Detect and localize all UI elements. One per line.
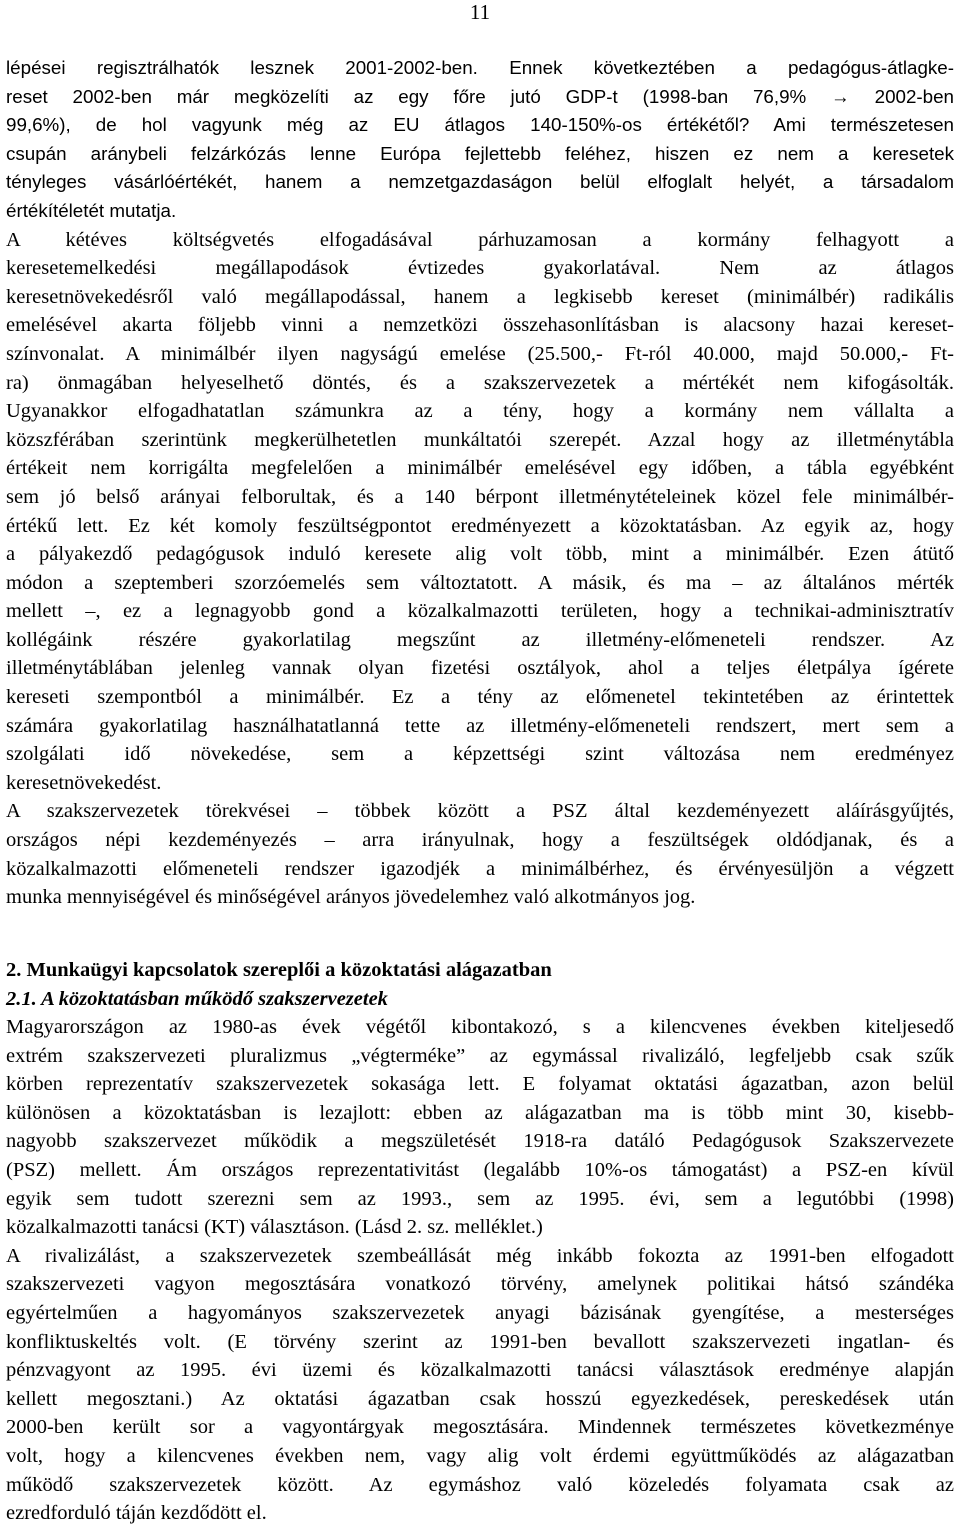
- text-line: a pályakezdő pedagógusok induló keresete alig volt több, mint a minimálbér. Ezen átütő: [6, 543, 954, 566]
- text-line: országos népi kezdeményezés – arra irányulnak, hogy a feszültségek oldódjanak, és a: [6, 829, 954, 852]
- text-line: konfliktuskeltés volt. (E törvény szerint az 1991-ben bevallott szakszervezeti ingatlan- és: [6, 1330, 954, 1353]
- text-line: A rivalizálást, a szakszervezetek szembeállását még inkább fokozta az 1991-ben elfogadott: [6, 1244, 954, 1267]
- text-line: tényleges vásárlóértékét, hanem a nemzetgazdaságon belül elfoglalt helyét, a társadalom: [6, 171, 954, 193]
- text-line: különösen a közoktatásban is lezajlott: ebben az alágazatban ma is több mint 30, kisebb-: [6, 1101, 954, 1124]
- text-line: számára gyakorlatilag használhatatlanná tette az illetmény-előmeneteli rendszert, mert sem a: [6, 714, 954, 737]
- text-line: 2000-ben került sor a vagyontárgyak megosztására. Mindennek természetes következménye: [6, 1416, 954, 1439]
- text-line: Magyarországon az 1980-as évek végétől kibontakozó, s a kilencvenes években kiteljesedő: [6, 1016, 954, 1038]
- text-line: egyik sem tudott szerezni sem az 1993., sem az 1995. évi, sem a legutóbbi (1998): [6, 1187, 954, 1210]
- text-line: A szakszervezetek törekvései – többek között a PSZ által kezdeményezett aláírásgyűjtés,: [6, 800, 954, 823]
- text-line: pénzvagyont az 1995. évi üzemi és közalkalmazotti tanácsi választások eredménye alapján: [6, 1359, 954, 1382]
- text-line: Ugyanakkor elfogadhatatlan számunkra az a tény, hogy a kormány nem vállalta a: [6, 400, 954, 423]
- body-text-block-2: [6, 1013, 954, 1528]
- text-line: illetménytáblában jelenleg vannak olyan fizetési osztályok, ahol a teljes életpálya ígérete: [6, 657, 954, 680]
- text-line: lépései regisztrálhatók lesznek 2001-2002-ben. Ennek következtében a pedagógus-átlagke-: [6, 57, 954, 78]
- text-line: közalkalmazotti tanácsi (KT) választáson. (Lásd 2. sz. melléklet.): [6, 1216, 543, 1239]
- text-line: sem jó belső arányai felborultak, és a 140 bérpont illetménytételeinek közel fele minimálbér-: [6, 485, 954, 508]
- text-line: extrém szakszervezeti pluralizmus „végterméke” az egymással rivalizáló, legfeljebb csak szűk: [6, 1044, 954, 1067]
- text-line: csupán aránybeli felzárkózás lenne Európa fejlettebb feléhez, hiszen ez nem a keresetek: [6, 142, 954, 164]
- text-line: színvonalat. A minimálbér ilyen nagyságú emelése (25.500,- Ft-ról 40.000, majd 50.000,- Ft-: [6, 342, 954, 365]
- section-heading-block: [6, 956, 954, 1013]
- text-line: (PSZ) mellett. Ám országos reprezentativitást (legalább 10%-os támogatást) a PSZ-en kívül: [6, 1158, 954, 1181]
- section-subheading: 2.1. A közoktatásban működő szakszervezetek: [6, 987, 388, 1010]
- text-line: emelésével akarta följebb vinni a nemzetközi összehasonlításban is alacsony hazai kereset-: [6, 314, 954, 337]
- text-line: kellett megosztani.) Az oktatási ágazatban csak hosszú egyezkedések, pereskedések után: [6, 1387, 954, 1410]
- text-line: közalkalmazotti előmeneteli rendszer igazodjék a minimálbérhez, és érvényesüljön a végzett: [6, 857, 954, 880]
- text-line: volt, hogy a kilencvenes években nem, vagy alig volt érdemi együttműködés az alágazatban: [6, 1444, 954, 1467]
- body-text-block-1: [6, 54, 954, 912]
- page-number: 11: [469, 0, 491, 24]
- text-line: szolgálati idő növekedése, sem a képzettségi szint változása nem eredményez: [6, 743, 954, 766]
- text-line: keresetnövekedést.: [6, 771, 162, 794]
- text-line: nagyobb szakszervezet működik a megszületését 1918-ra datáló Pedagógusok Szakszervezete: [6, 1130, 954, 1153]
- text-line: szakszervezeti vagyon megosztására vonatkozó törvény, amelynek politikai hátsó szándéka: [6, 1273, 954, 1296]
- text-line: közszférában szerintünk megkerülhetetlen munkáltatói szerepét. Azzal hogy az illetménytábla: [6, 428, 954, 451]
- text-line: keresetnövekedésről való megállapodással, hanem a legkisebb kereset (minimálbér) radikális: [6, 285, 954, 308]
- section-heading: 2. Munkaügyi kapcsolatok szereplői a közoktatási alágazatban: [6, 959, 552, 981]
- text-line: értékeit nem korrigálta megfelelően a minimálbér emelésével egy időben, a tábla egyébként: [6, 457, 954, 480]
- text-line: munka mennyiségével és minőségével arányos jövedelemhez való alkotmányos jog.: [6, 886, 696, 909]
- text-line: értékű lett. Ez két komoly feszültségpontot eredményezett a közoktatásban. Az egyik az, hogy: [6, 514, 954, 537]
- text-line: reset 2002-ben már megközelíti az egy főre jutó GDP-t (1998-ban 76,9% → 2002-ben: [6, 85, 954, 107]
- text-line: körben reprezentatív szakszervezetek sokasága lett. E folyamat oktatási ágazatban, azon belül: [6, 1073, 954, 1096]
- text-line: egyértelműen a hagyományos szakszervezetek anyagi bázisának gyengítése, a mesterséges: [6, 1301, 954, 1324]
- text-line: ezredforduló táján kezdődött el.: [6, 1502, 267, 1525]
- text-line: kereseti szempontból a minimálbér. Ez a tény az előmenetel tekintetében az érintettek: [6, 686, 954, 709]
- text-line: működő szakszervezetek között. Az egymáshoz való közeledés folyamata csak az: [6, 1473, 954, 1496]
- text-line: módon a szeptemberi szorzóemelés sem változtatott. A másik, és ma – az általános mérték: [6, 571, 954, 594]
- text-line: értékítéletét mutatja.: [6, 199, 177, 221]
- text-line: keresetemelkedési megállapodások évtizedes gyakorlatával. Nem az átlagos: [6, 257, 954, 280]
- text-line: ra) önmagában helyeselhető döntés, és a szakszervezetek a mértékét nem kifogásolták.: [6, 371, 954, 394]
- text-line: A kétéves költségvetés elfogadásával párhuzamosan a kormány felhagyott a: [6, 228, 954, 251]
- text-line: 99,6%), de hol vagyunk még az EU átlagos 140-150%-os értékétől? Ami természetesen: [6, 114, 954, 136]
- text-line: kollégáink részére gyakorlatilag megszűnt az illetmény-előmeneteli rendszer. Az: [6, 628, 954, 651]
- text-line: mellett –, ez a legnagyobb gond a közalkalmazotti területen, hogy a technikai-adminisztratív: [6, 600, 954, 623]
